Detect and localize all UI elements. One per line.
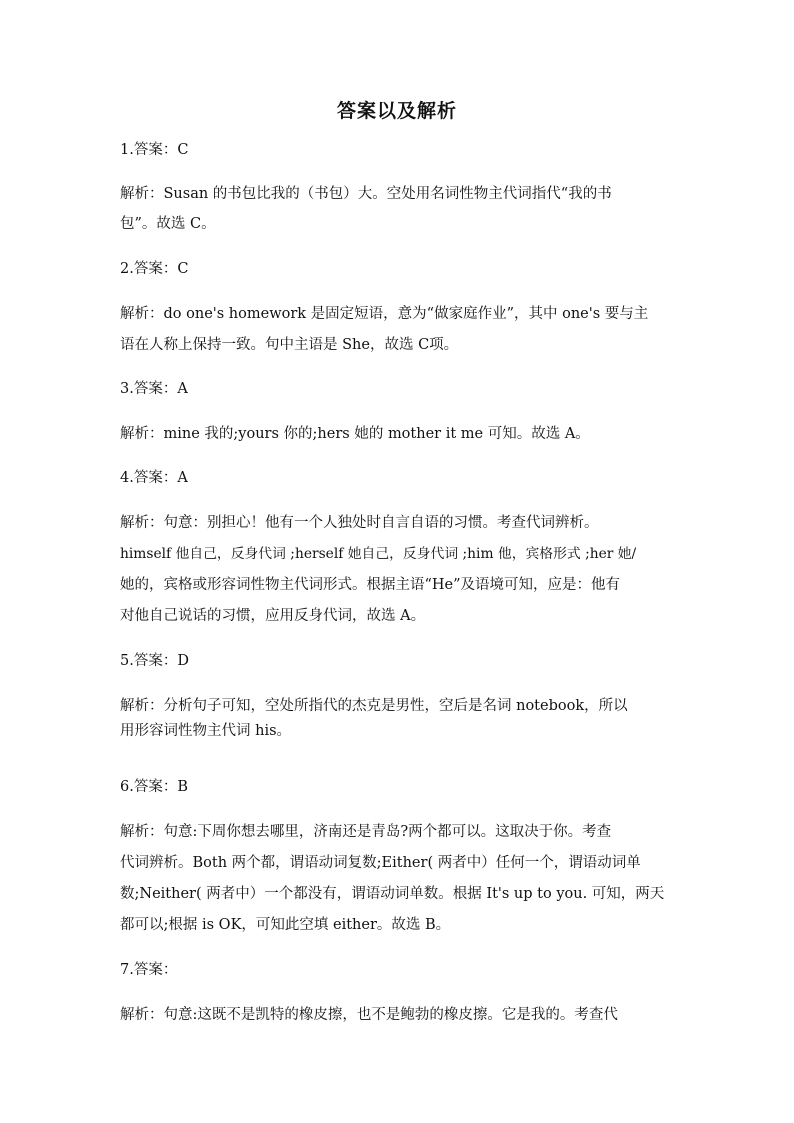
analysis-4-line-3: 她的，宾格或形容词性物主代词形式。根据主语“He”及语境可知，应是：他有 [120,577,621,593]
analysis-4-line-2: himself 他自己，反身代词 ;herself 她自己，反身代词 ;him 他，宾格形式 ;her 她/ [120,546,637,562]
analysis-2-line-2: 语在人称上保持一致。句中主语是 She，故选 C项。 [120,337,459,353]
analysis-4-line-1: 解析：句意：别担心！他有一个人独处时自言自语的习惯。考查代词辨析。 [120,515,599,531]
answer-5: 5.答案：D [120,653,189,669]
answer-4: 4.答案：A [120,470,188,486]
answer-7: 7.答案： [120,962,178,978]
page-title: 答案以及解析 [336,100,457,122]
analysis-6-line-1: 解析：句意:下周你想去哪里，济南还是青岛?两个都可以。这取决于你。考查 [120,824,612,840]
analysis-6-line-4: 都可以;根据 is OK，可知此空填 either。故选 B。 [120,917,451,933]
analysis-4-line-4: 对他自己说话的习惯，应用反身代词，故选 A。 [120,608,426,624]
analysis-3-line-1: 解析：mine 我的;yours 你的;hers 她的 mother it me 可知。故选 A。 [120,426,590,442]
analysis-1-line-2: 包”。故选 C。 [120,216,216,232]
answer-1: 1.答案：C [120,142,189,158]
analysis-5-line-1: 解析：分析句子可知，空处所指代的杰克是男性，空后是名词 notebook，所以 [120,698,628,714]
analysis-6-line-2: 代词辨析。Both 两个都，谓语动词复数;Either( 两者中）任何一个，谓语动词单 [120,855,641,871]
analysis-2-line-1: 解析：do one's homework 是固定短语，意为“做家庭作业”，其中 one's 要与主 [120,306,649,322]
analysis-1-line-1: 解析：Susan 的书包比我的（书包）大。空处用名词性物主代词指代“我的书 [120,186,612,202]
answer-6: 6.答案：B [120,779,188,795]
analysis-6-line-3: 数;Neither( 两者中）一个都没有，谓语动词单数。根据 It's up to you. 可知，两天 [120,886,665,902]
analysis-7-line-1: 解析：句意:这既不是凯特的橡皮擦，也不是鲍勃的橡皮擦。它是我的。考查代 [120,1007,618,1023]
analysis-5-line-2: 用形容词性物主代词 his。 [120,723,292,739]
answer-3: 3.答案：A [120,381,188,397]
answer-2: 2.答案：C [120,261,189,277]
